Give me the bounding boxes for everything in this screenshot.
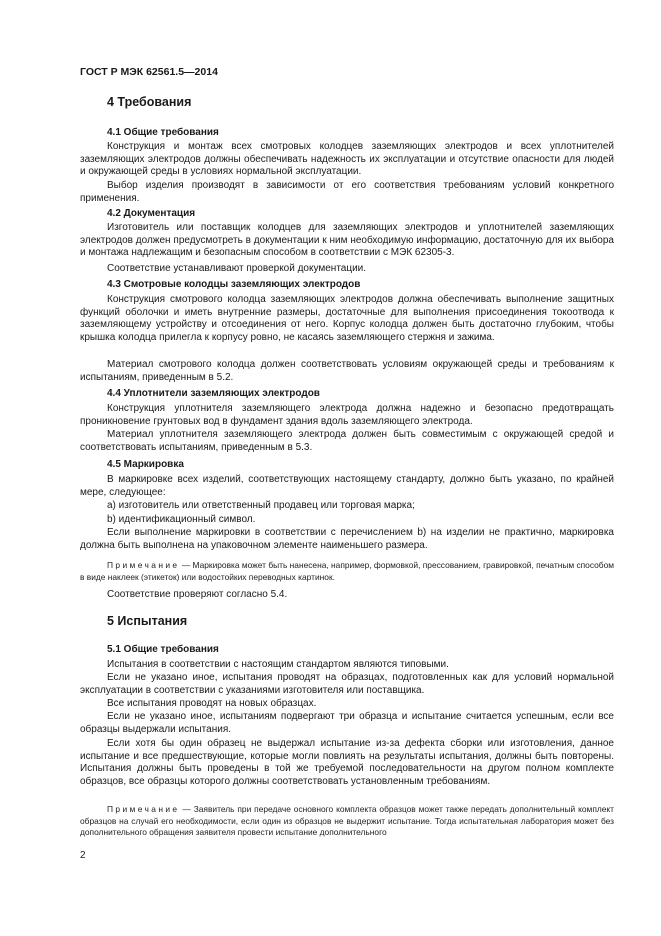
section-5-1-para-2: Если не указано иное, испытания проводят на образцах, подготовленных как для условий нормальной эксплуатации в соответствии с указаниями изготовителя или поставщика. [80,672,614,696]
section-4-2-para-1: Изготовитель или поставщик колодцев для заземляющих электродов и уплотнителей заземляющих электродов должен предусмотреть в документации к ним необходимую информацию, достаточную для их выбора и монтажа надлежащим и безопасным способом в соответствии с МЭК 62305-3. [80,222,614,259]
section-4-3-title: 4.3 Смотровые колодцы заземляющих электродов [107,279,361,290]
note-text: — Маркировка может быть нанесена, например, формовкой, прессованием, гравировкой, печатным способом в виде наклеек (этикеток) или водостойких переводных картинок. [80,560,614,582]
note-text: — Заявитель при передаче основного комплекта образцов может также передать дополнительный комплект образцов на случай его необходимости, если один из образцов не выдержит испытание. Тогда испытательная лаборатория может без дополнительного обращения заявителя провести испытание дополнительного [80,804,614,838]
section-4-2-title: 4.2 Документация [107,208,196,219]
section-5-title: 5 Испытания [107,614,188,628]
document-header: ГОСТ Р МЭК 62561.5—2014 [80,66,218,78]
section-5-1-title: 5.1 Общие требования [107,644,219,655]
section-5-1-note [80,804,614,839]
section-4-2-para-2: Соответствие устанавливают проверкой документации. [107,263,367,274]
page-number: 2 [80,850,86,861]
section-4-4-para-1: Конструкция уплотнителя заземляющего электрода должна надежно и безопасно предотвращать проникновение грунтовых вод в фундамент здания вдоль заземляющего электрода. [80,403,614,427]
section-5-1-para-4: Если не указано иное, испытаниям подвергают три образца и испытание считается успешным, если все образцы выдержали испытания. [80,711,614,735]
section-4-5-note [80,560,614,583]
note-label: Примечание [107,804,180,814]
note-label: Примечание [107,560,180,570]
section-5-1-para-3: Все испытания проводят на новых образцах. [107,698,317,709]
section-4-1-para-1: Конструкция и монтаж всех смотровых колодцев заземляющих электродов и всех уплотнителей заземляющих электродов должны обеспечивать надежность их эксплуатации и отсутствие опасности для людей и окружающей среды в условиях нормальной эксплуатации. [80,141,614,178]
section-4-1-title: 4.1 Общие требования [107,127,219,138]
section-4-5-para-3: Соответствие проверяют согласно 5.4. [107,589,288,600]
section-4-1-para-2: Выбор изделия производят в зависимости от его соответствия требованиям условий конкретного применения. [80,180,614,204]
list-item-b: b) идентификационный символ. [107,514,256,525]
section-5-1-para-5: Если хотя бы один образец не выдержал испытание из-за дефекта сборки или изготовления, данное испытание и все предшествующие, которые могли повлиять на результаты испытания, должны быть повторены. Испытания должны быть проведены в той же требуемой последовательности на другом полном комплекте образцов, все образцы которого должны соответствовать установленным требованиям. [80,738,614,787]
section-4-5-para-1: В маркировке всех изделий, соответствующих настоящему стандарту, должно быть указано, по крайней мере, следующее: [80,474,614,498]
section-4-5-para-2: Если выполнение маркировки в соответствии с перечислением b) на изделии не практично, маркировка должна быть выполнена на упаковочном элементе наименьшего размера. [80,527,614,551]
section-5-1-para-1: Испытания в соответствии с настоящим стандартом являются типовыми. [107,659,449,670]
list-item-a: a) изготовитель или ответственный продавец или торговая марка; [107,500,415,511]
section-4-4-para-2: Материал уплотнителя заземляющего электрода должен быть совместимым с окружающей средой и соответствовать испытаниям, приведенным в 5.3. [80,429,614,453]
section-4-3-para-1: Конструкция смотрового колодца заземляющих электродов должна обеспечивать выполнение защитных функций оболочки и иметь внутренние размеры, достаточные для выполнения присоединения токоотвода к заземляющему устройству и отсоединения от него. Корпус колодца должен быть достаточно глубоким, чтобы крышка колодца прилегла к корпусу ровно, не касаясь заземляющего стержня и зажима. [80,294,614,343]
section-4-5-title: 4.5 Маркировка [107,459,184,470]
section-4-title: 4 Требования [107,95,192,109]
section-4-3-para-2: Материал смотрового колодца должен соответствовать условиям окружающей среды и требованиям к испытаниям, приведенным в 5.2. [80,359,614,383]
section-4-4-title: 4.4 Уплотнители заземляющих электродов [107,388,320,399]
